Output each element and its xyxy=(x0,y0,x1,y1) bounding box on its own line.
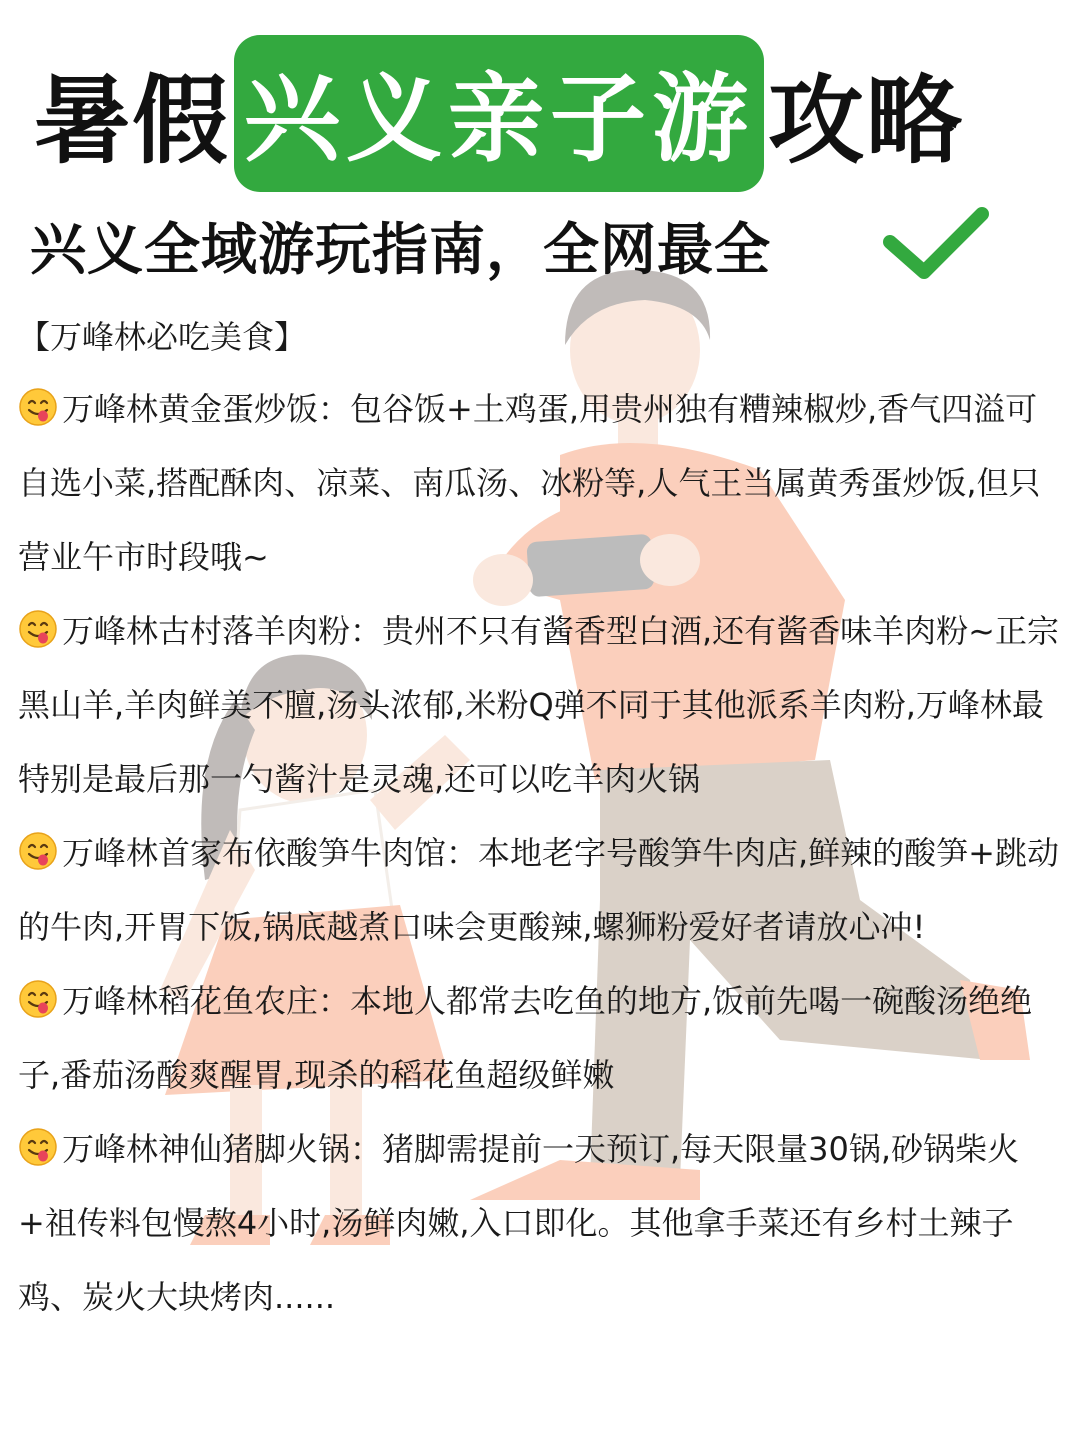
title-prefix: 暑假 xyxy=(34,64,230,177)
smiling-face-with-tongue-icon xyxy=(18,609,58,649)
item-text: 万峰林古村落羊肉粉：贵州不只有酱香型白酒,还有酱香味羊肉粉~正宗黑山羊,羊肉鲜美不膻,汤头浓郁,米粉Q弹不同于其他派系羊肉粉,万峰林最特别是最后那一勺酱汁是灵魂,还可以吃羊肉火锅 xyxy=(18,612,1059,798)
item-text: 万峰林黄金蛋炒饭：包谷饭+土鸡蛋,用贵州独有糟辣椒炒,香气四溢可自选小菜,搭配酥肉、凉菜、南瓜汤、冰粉等,人气王当属黄秀蛋炒饭,但只营业午市时段哦~ xyxy=(18,390,1041,576)
checkmark-icon xyxy=(880,204,992,284)
section-heading: 【万峰林必吃美食】 xyxy=(18,318,307,356)
smiling-face-with-tongue-icon xyxy=(18,831,58,871)
title-highlight: 兴义亲子游 xyxy=(234,35,764,192)
list-item xyxy=(18,964,1064,1112)
item-text: 万峰林神仙猪脚火锅：猪脚需提前一天预订,每天限量30锅,砂锅柴火+祖传料包慢熬4小时,汤鲜肉嫩,入口即化。其他拿手菜还有乡村土辣子鸡、炭火大块烤肉...... xyxy=(18,1130,1020,1316)
list-item xyxy=(18,372,1064,594)
food-list xyxy=(18,372,1064,1334)
page-title xyxy=(34,38,964,188)
smiling-face-with-tongue-icon xyxy=(18,979,58,1019)
list-item xyxy=(18,816,1064,964)
list-item xyxy=(18,594,1064,816)
smiling-face-with-tongue-icon xyxy=(18,387,58,427)
smiling-face-with-tongue-icon xyxy=(18,1127,58,1167)
title-suffix: 攻略 xyxy=(768,64,964,177)
list-item xyxy=(18,1112,1064,1334)
item-text: 万峰林首家布依酸笋牛肉馆：本地老字号酸笋牛肉店,鲜辣的酸笋+跳动的牛肉,开胃下饭,锅底越煮口味会更酸辣,螺狮粉爱好者请放心冲! xyxy=(18,834,1059,946)
item-text: 万峰林稻花鱼农庄：本地人都常去吃鱼的地方,饭前先喝一碗酸汤绝绝子,番茄汤酸爽醒胃,现杀的稻花鱼超级鲜嫩 xyxy=(18,982,1033,1094)
page-subtitle: 兴义全域游玩指南，全网最全 xyxy=(30,218,771,283)
